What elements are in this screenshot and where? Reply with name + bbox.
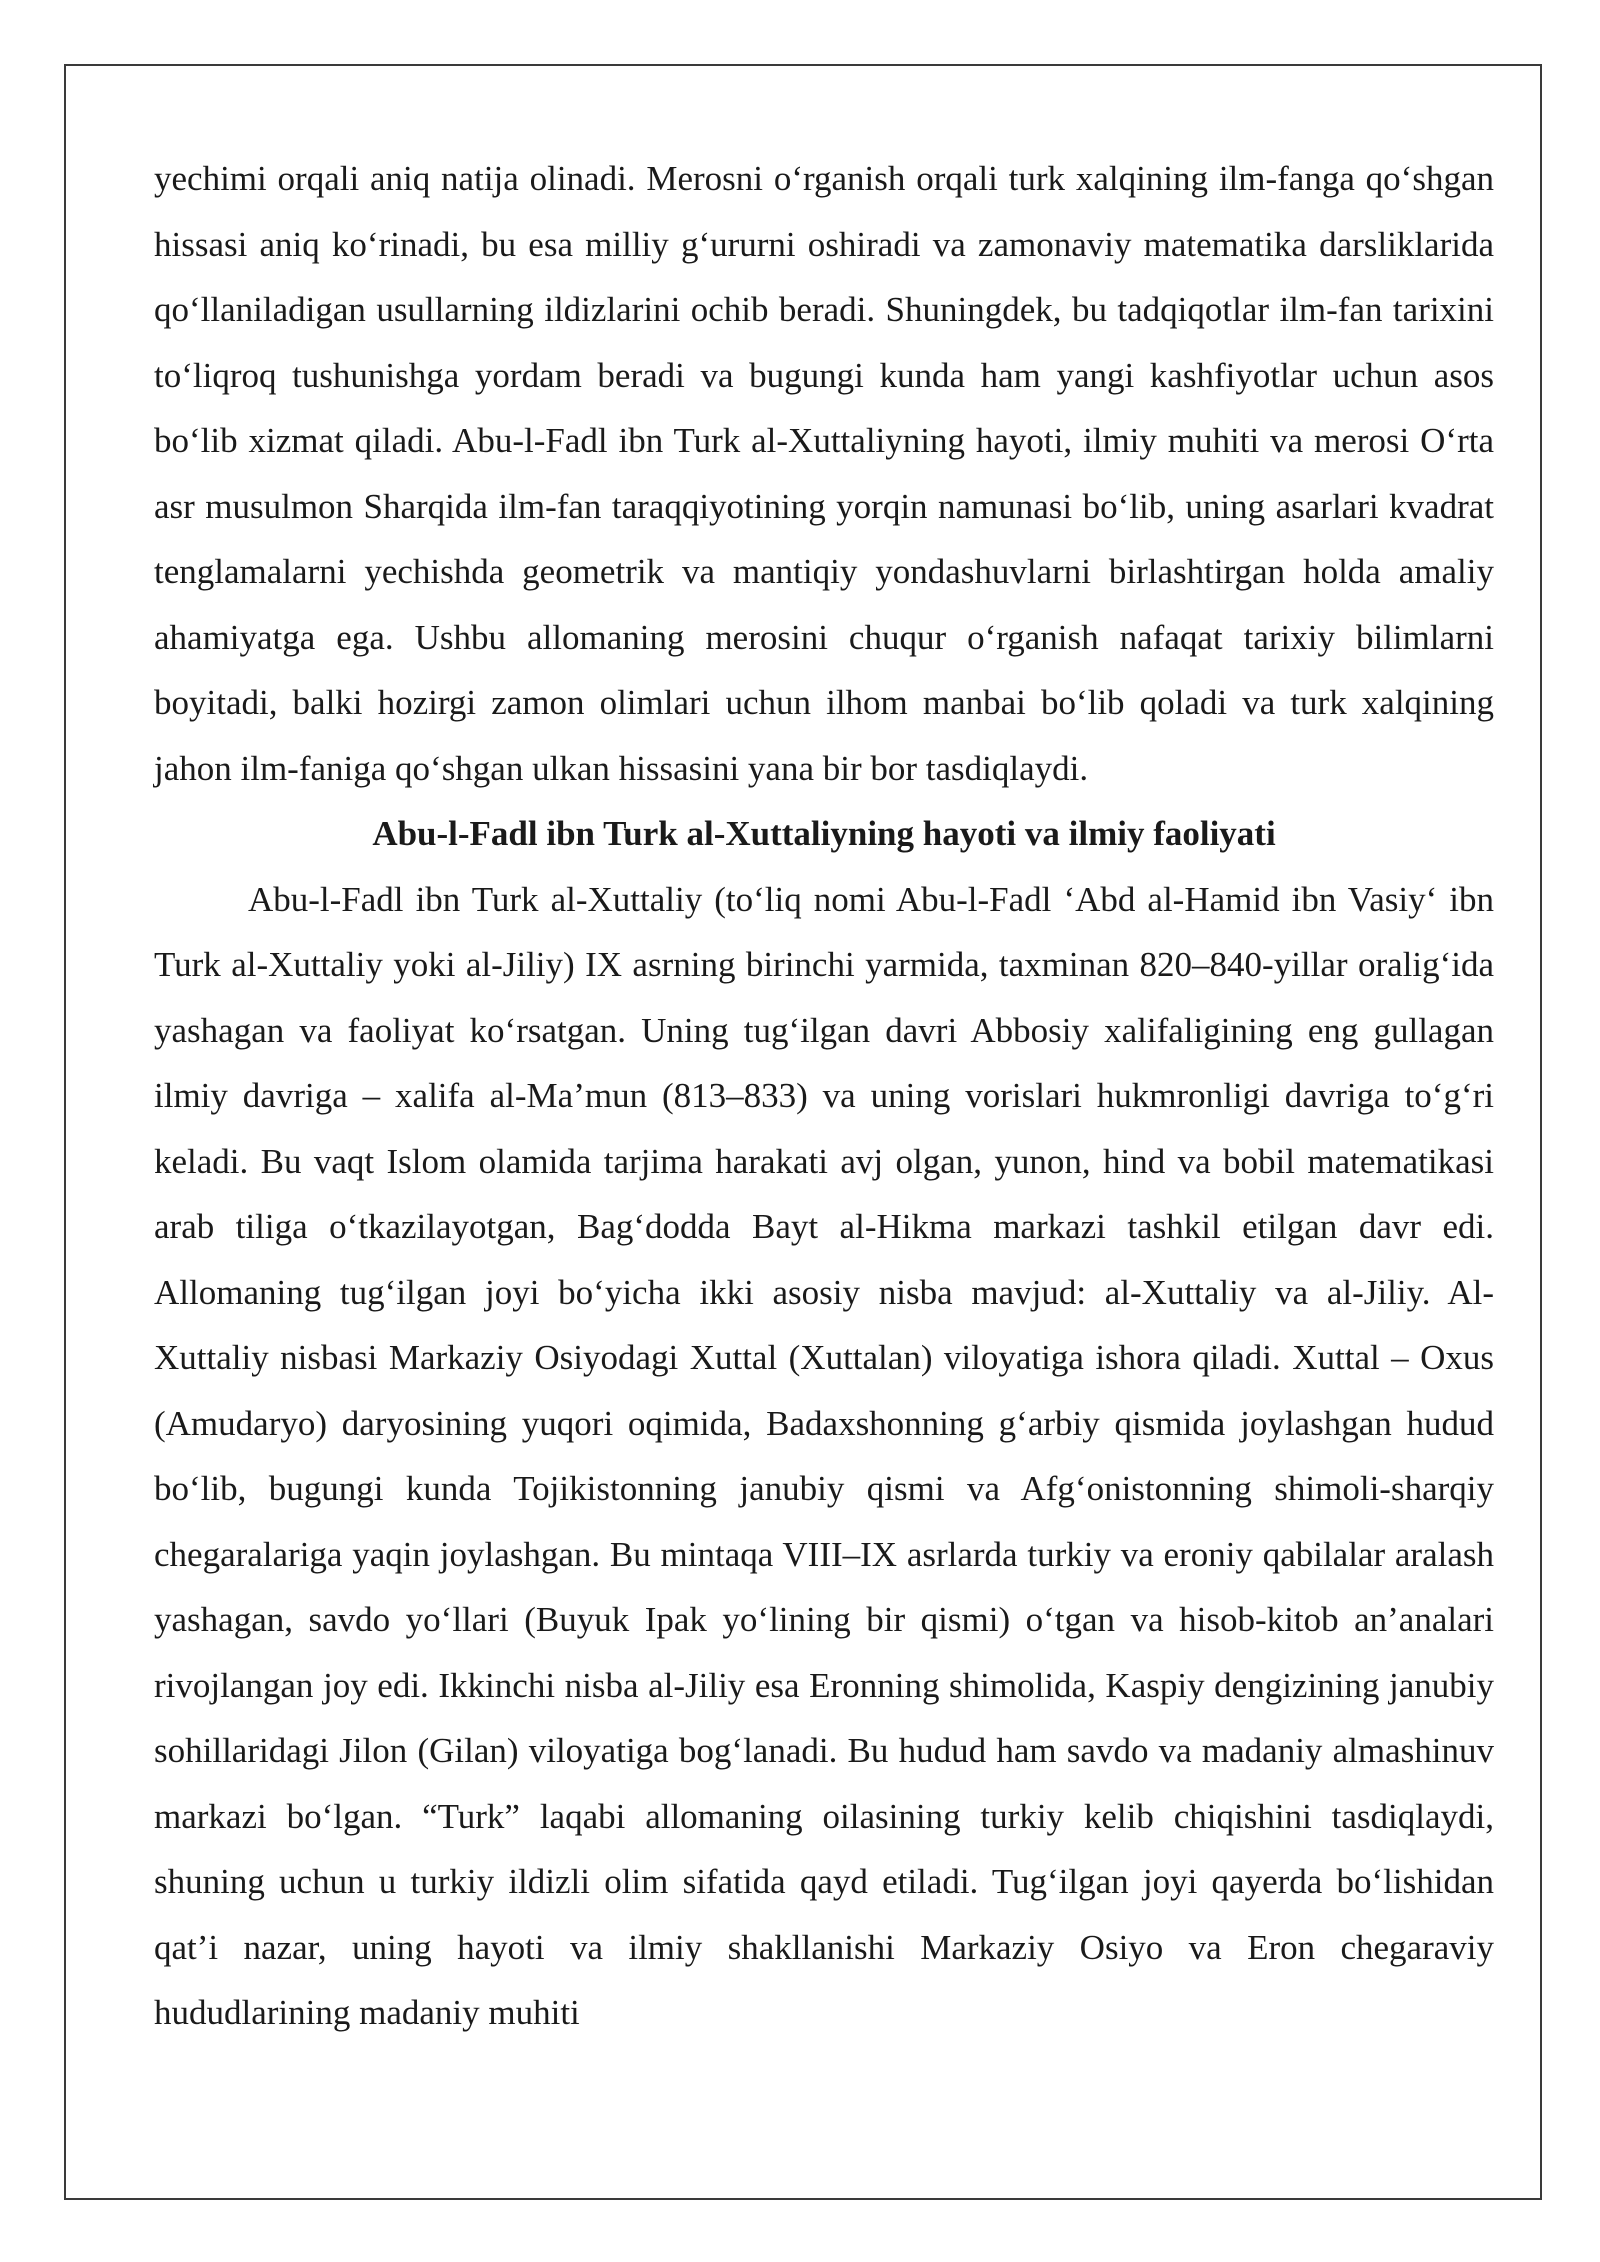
section-heading: Abu-l-Fadl ibn Turk al-Xuttaliyning hayoti va ilmiy faoliyati [372, 814, 1276, 853]
paragraph-continuation: yechimi orqali aniq natija olinadi. Merosni oʻrganish orqali turk xalqining ilm-fanga qoʻshgan hissasi aniq koʻrinadi, bu esa milliy gʻururni oshiradi va zamonaviy matematika darsliklarida qoʻllaniladigan usullarning ildizlarini ochib beradi. Shuningdek, bu tadqiqotlar ilm-fan tarixini toʻliqroq tushunishga yordam beradi va bugungi kunda ham yangi kashfiyotlar uchun asos boʻlib xizmat qiladi. Abu-l-Fadl ibn Turk al-Xuttaliyning hayoti, ilmiy muhiti va merosi Oʻrta asr musulmon Sharqida ilm-fan taraqqiyotining yorqin namunasi boʻlib, uning asarlari kvadrat tenglamalarni yechishda geometrik va mantiqiy yondashuvlarni birlashtirgan holda amaliy ahamiyatga ega. Ushbu allomaning merosini chuqur oʻrganish nafaqat tarixiy bilimlarni boyitadi, balki hozirgi zamon olimlari uchun ilhom manbai boʻlib qoladi va turk xalqining jahon ilm-faniga qoʻshgan ulkan hissasini yana bir bor tasdiqlaydi. [154, 159, 1494, 788]
paragraph-biography: Abu-l-Fadl ibn Turk al-Xuttaliy (toʻliq nomi Abu-l-Fadl ʻAbd al-Hamid ibn Vasiyʻ ibn Turk al-Xuttaliy yoki al-Jiliy) IX asrning birinchi yarmida, taxminan 820–840-yillar oraligʻida yashagan va faoliyat koʻrsatgan. Uning tugʻilgan davri Abbosiy xalifaligining eng gullagan ilmiy davriga – xalifa al-Ma’mun (813–833) va uning vorislari hukmronligi davriga toʻgʻri keladi. Bu vaqt Islom olamida tarjima harakati avj olgan, yunon, hind va bobil matematikasi arab tiliga oʻtkazilayotgan, Bagʻdodda Bayt al-Hikma markazi tashkil etilgan davr edi. Allomaning tugʻilgan joyi boʻyicha ikki asosiy nisba mavjud: al-Xuttaliy va al-Jiliy. Al-Xuttaliy nisbasi Markaziy Osiyodagi Xuttal (Xuttalan) viloyatiga ishora qiladi. Xuttal – Oxus (Amudaryo) daryosining yuqori oqimida, Badaxshonning gʻarbiy qismida joylashgan hudud boʻlib, bugungi kunda Tojikistonning janubiy qismi va Afgʻonistonning shimoli-sharqiy chegaralariga yaqin joylashgan. Bu mintaqa VIII–IX asrlarda turkiy va eroniy qabilalar aralash yashagan, savdo yoʻllari (Buyuk Ipak yoʻlining bir qismi) oʻtgan va hisob-kitob an’analari rivojlangan joy edi. Ikkinchi nisba al-Jiliy esa Eronning shimolida, Kaspiy dengizining janubiy sohillaridagi Jilon (Gilan) viloyatiga bogʻlanadi. Bu hudud ham savdo va madaniy almashinuv markazi boʻlgan. “Turk” laqabi allomaning oilasining turkiy kelib chiqishini tasdiqlaydi, shuning uchun u turkiy ildizli olim sifatida qayd etiladi. Tugʻilgan joyi qayerda boʻlishidan qat’i nazar, uning hayoti va ilmiy shakllanishi Markaziy Osiyo va Eron chegaraviy hududlarining madaniy muhiti [154, 879, 1494, 2032]
document-body [154, 146, 1494, 2046]
